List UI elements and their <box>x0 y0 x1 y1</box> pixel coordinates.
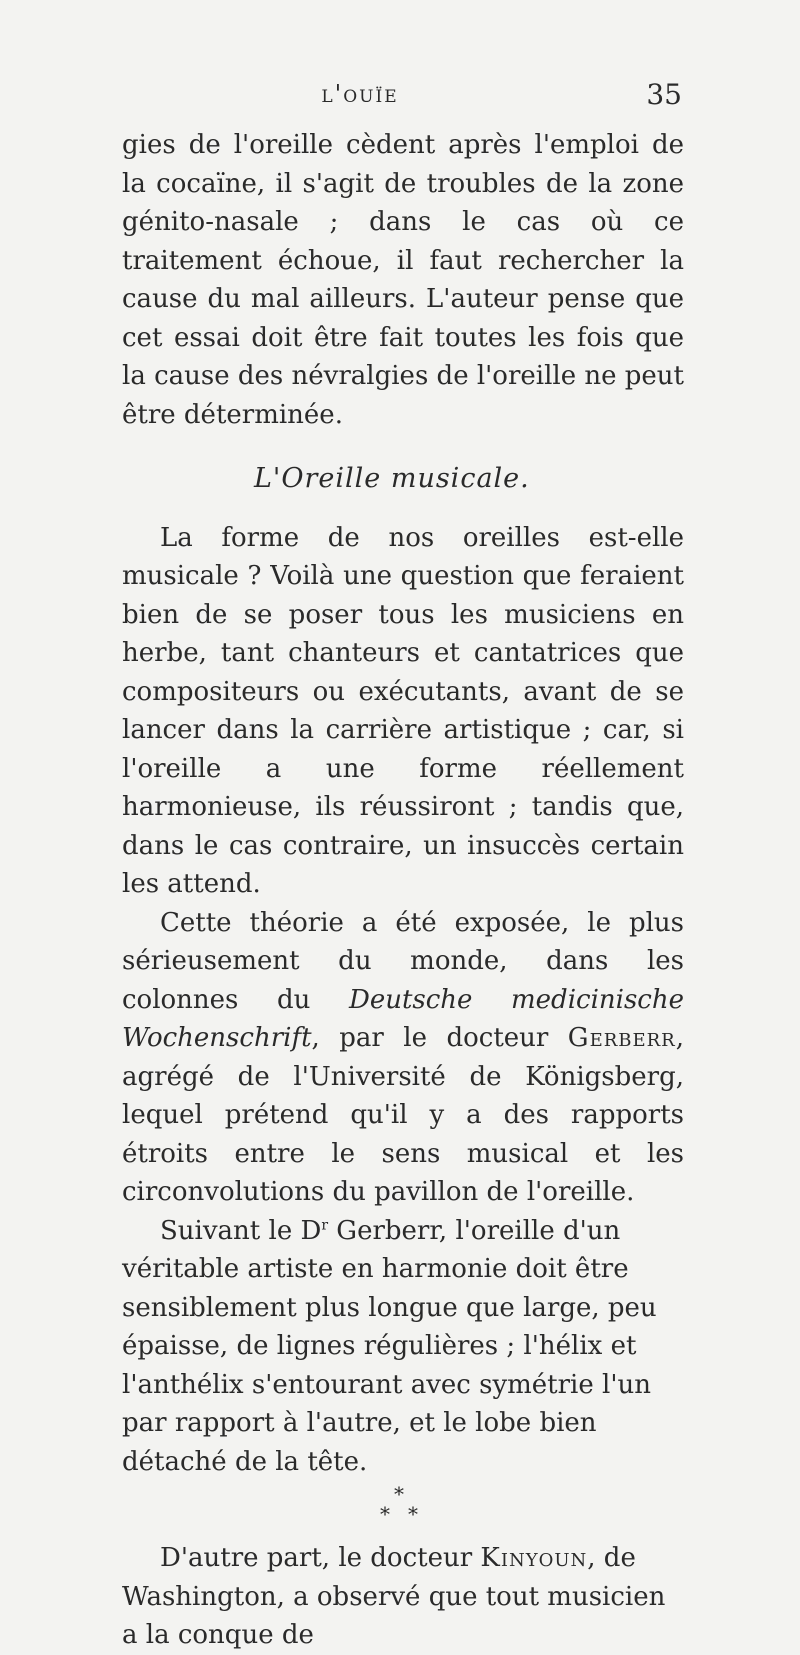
paragraph-description-text-2: Gerberr, l'oreille d'un véritable artiste en harmonie doit être sensiblement plus longue que large, peu épaisse, de lignes régulières ; l'hélix et l'anthélix s'entourant avec symétrie l'un par rapport à l'autre, et le lobe bien détaché de la tête. <box>122 1215 657 1477</box>
paragraph-theory-text-3: , agrégé de l'Université de Königsberg, lequel prétend qu'il y a des rapports étroits entre le sens musical et les circonvolutions du pavillon de l'oreille. <box>122 1023 684 1207</box>
section-title: L'Oreille musicale. <box>254 463 530 494</box>
paragraph-kinyoun-text-2: , de Washington, a observé que tout musicien a la conque de <box>122 1543 666 1650</box>
paragraph-kinyoun <box>122 1539 684 1655</box>
asterisk-left: * <box>380 1502 390 1526</box>
paragraph-kinyoun-text-1: D'autre part, le docteur <box>160 1543 481 1573</box>
journal-title: Deutsche medicinische Wochenschrift <box>122 984 684 1053</box>
page-number: 35 <box>646 78 682 111</box>
author-name-kinyoun: Kinyoun <box>480 1543 588 1573</box>
paragraph-description-text-1: Suivant le D <box>160 1215 322 1246</box>
page-header <box>0 78 800 118</box>
asterism-divider <box>122 1469 684 1531</box>
body-text <box>122 126 684 1655</box>
paragraph-continued: gies de l'oreille cèdent après l'emploi de la cocaïne, il s'agit de troubles de la zone génito-nasale ; dans le cas où ce traitement échoue, il faut rechercher la cause du mal ailleurs. L'auteur pense que cet essai doit être fait toutes les fois que la cause des névralgies de l'oreille ne peut être déterminée. <box>122 130 684 430</box>
running-title: l'ouïe <box>321 80 399 108</box>
paragraph-theory-text-2: , par le docteur <box>311 1023 568 1053</box>
asterisk-right: * <box>408 1502 418 1526</box>
paragraph-musical-ear: La forme de nos oreilles est-elle musicale ? Voilà une question que feraient bien de se poser tous les musiciens en herbe, tant chanteurs et cantatrices que compositeurs ou exécutants, avant de se lancer dans la carrière artistique ; car, si l'oreille a une forme réellement harmonieuse, ils réussiront ; tandis que, dans le cas contraire, un insuccès certain les attend. <box>122 522 684 899</box>
paragraph-theory <box>122 904 684 1212</box>
asterisk-top: * <box>394 1482 404 1506</box>
title-abbreviation: r <box>321 1216 329 1233</box>
paragraph-description <box>122 1212 684 1482</box>
paragraph-theory-text-1: Cette théorie a été exposée, le plus sérieusement du monde, dans les colonnes du <box>122 907 684 1015</box>
author-name: Gerberr <box>567 1023 676 1053</box>
